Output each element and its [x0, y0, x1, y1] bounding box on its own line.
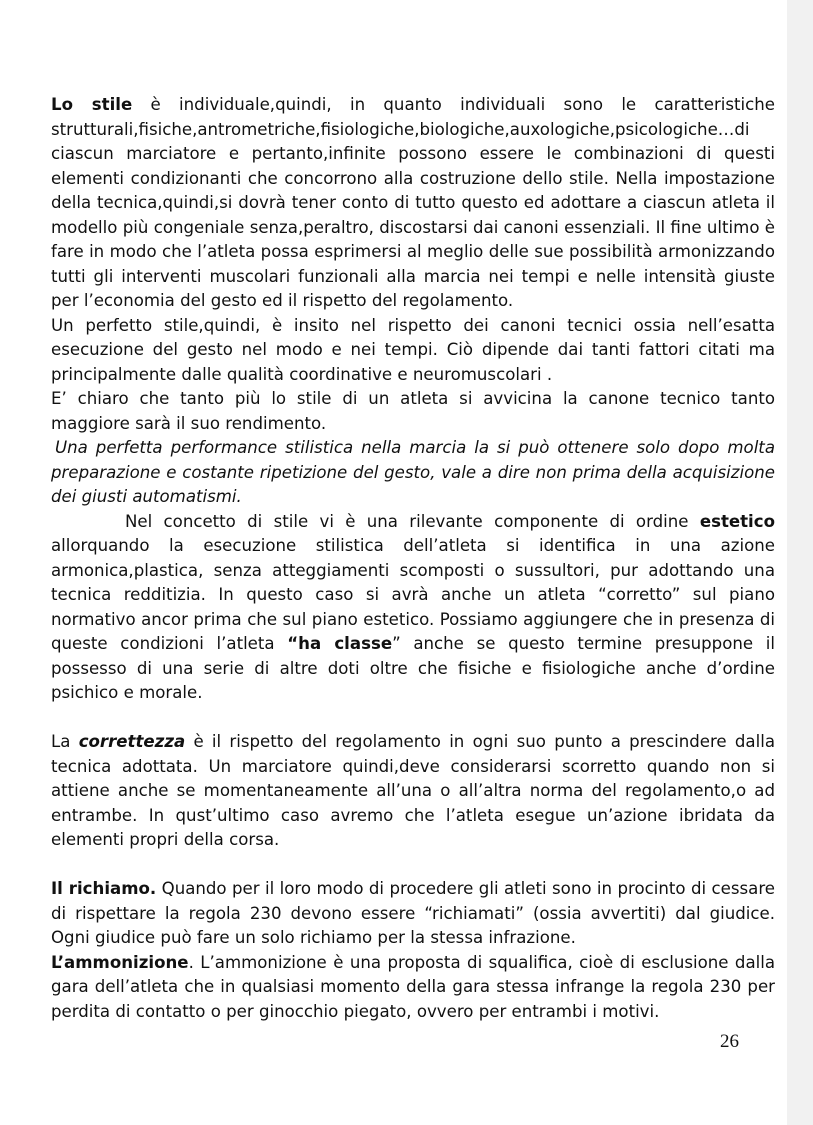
term-estetico: estetico: [699, 511, 775, 531]
paragraph-italic-note: [51, 436, 775, 510]
paragraph-text: Nel concetto di stile vi è una rilevante componente di ordine: [125, 511, 700, 531]
paragraph-text: Quando per il loro modo di procedere gli atleti sono in procinto di cessare di rispettare la regola 230 devono essere “richiamati” (ossia avvertiti) dal giudice. Ogni giudice può fare un solo richiamo per la stessa infrazione.: [51, 879, 775, 947]
paragraph-text: ” anche se questo termine presuppone il possesso di una serie di altre doti oltre che fisiche e fisiologiche anche d’ordine psichico e morale.: [51, 634, 775, 702]
term-correttezza: correttezza: [78, 732, 186, 751]
page-margin-strip: [787, 0, 813, 1125]
paragraph-text: La: [51, 732, 79, 751]
paragraph-text: allorquando la esecuzione stilistica dell’atleta si identifica in una azione armonica,plastica, senza atteggiamenti scomposti o sussultori, pur adottando una tecnica redditizia. In questo caso si avrà anche un atleta “corretto” sul piano normativo ancor prima che sul piano estetico. Possiamo aggiungere che in presenza di queste condizioni l’atleta: [51, 536, 775, 653]
term-lo-stile: Lo stile: [51, 95, 133, 114]
paragraph-text: E’ chiaro che tanto più lo stile di un atleta si avvicina la canone tecnico tanto maggiore sarà il suo rendimento.: [51, 389, 775, 433]
term-ammonizione: L’ammonizione: [51, 952, 189, 972]
paragraph-text: . L’ammonizione è una proposta di squalifica, cioè di esclusione dalla gara dell’atleta che in qualsiasi momento della gara stessa infrange la regola 230 per perdita di contatto o per ginocchio piegato, ovvero per entrambi i motivi.: [51, 952, 775, 1021]
term-ha-classe: “ha classe: [287, 634, 393, 653]
term-il-richiamo: Il richiamo.: [51, 879, 157, 898]
paragraph-style-performance: [51, 387, 775, 436]
paragraph-text: è individuale,quindi, in quanto individuali sono le caratteristiche strutturali,fisiche,antrometriche,fisiologiche,biologiche,auxologiche,psicologiche…di ciascun marciatore e pertanto,infinite possono essere le combinazioni di questi elementi condizionanti che concorrono alla costruzione dello stile. Nella impostazione della tecnica,quindi,si dovrà tener conto di tutto questo ed adottare a ciascun atleta il modello più congeniale senza,peraltro, discostarsi dai canoni essenziali. Il fine ultimo è fare in modo che l’atleta possa esprimersi al meglio delle sue possibilità armonizzando tutti gli interventi muscolari funzionali alla marcia nei tempi e nelle intensità giuste per l’economia del gesto ed il rispetto del regolamento.: [51, 95, 775, 310]
paragraph-richiamo: [51, 877, 775, 951]
paragraph-correctness: [51, 730, 775, 853]
page-number: 26: [720, 1031, 739, 1052]
paragraph-text: è il rispetto del regolamento in ogni suo punto a prescindere dalla tecnica adottata. Un marciatore quindi,deve considerarsi scorretto quando non si attiene anche se momentaneamente all’una o all’altra norma del regolamento,o ad entrambe. In qust’ultimo caso avremo che l’atleta esegue un’azione ibridata da elementi propri della corsa.: [51, 732, 775, 849]
paragraph-style-intro: [51, 93, 775, 314]
paragraph-text: Un perfetto stile,quindi, è insito nel rispetto dei canoni tecnici ossia nell’esatta esecuzione del gesto nel modo e nei tempi. Ciò dipende dai tanti fattori citati ma principalmente dalle qualità coordinative e neuromuscolari .: [51, 315, 775, 384]
document-body: [51, 93, 775, 1024]
paragraph-ammonizione: [51, 951, 775, 1025]
paragraph-perfect-style: [51, 314, 775, 388]
italic-text: Una perfetta performance stilistica nella marcia la si può ottenere solo dopo molta preparazione e costante ripetizione del gesto, vale a dire non prima della acquisizione dei giusti automatismi.: [51, 438, 775, 506]
paragraph-aesthetic: [51, 510, 775, 706]
